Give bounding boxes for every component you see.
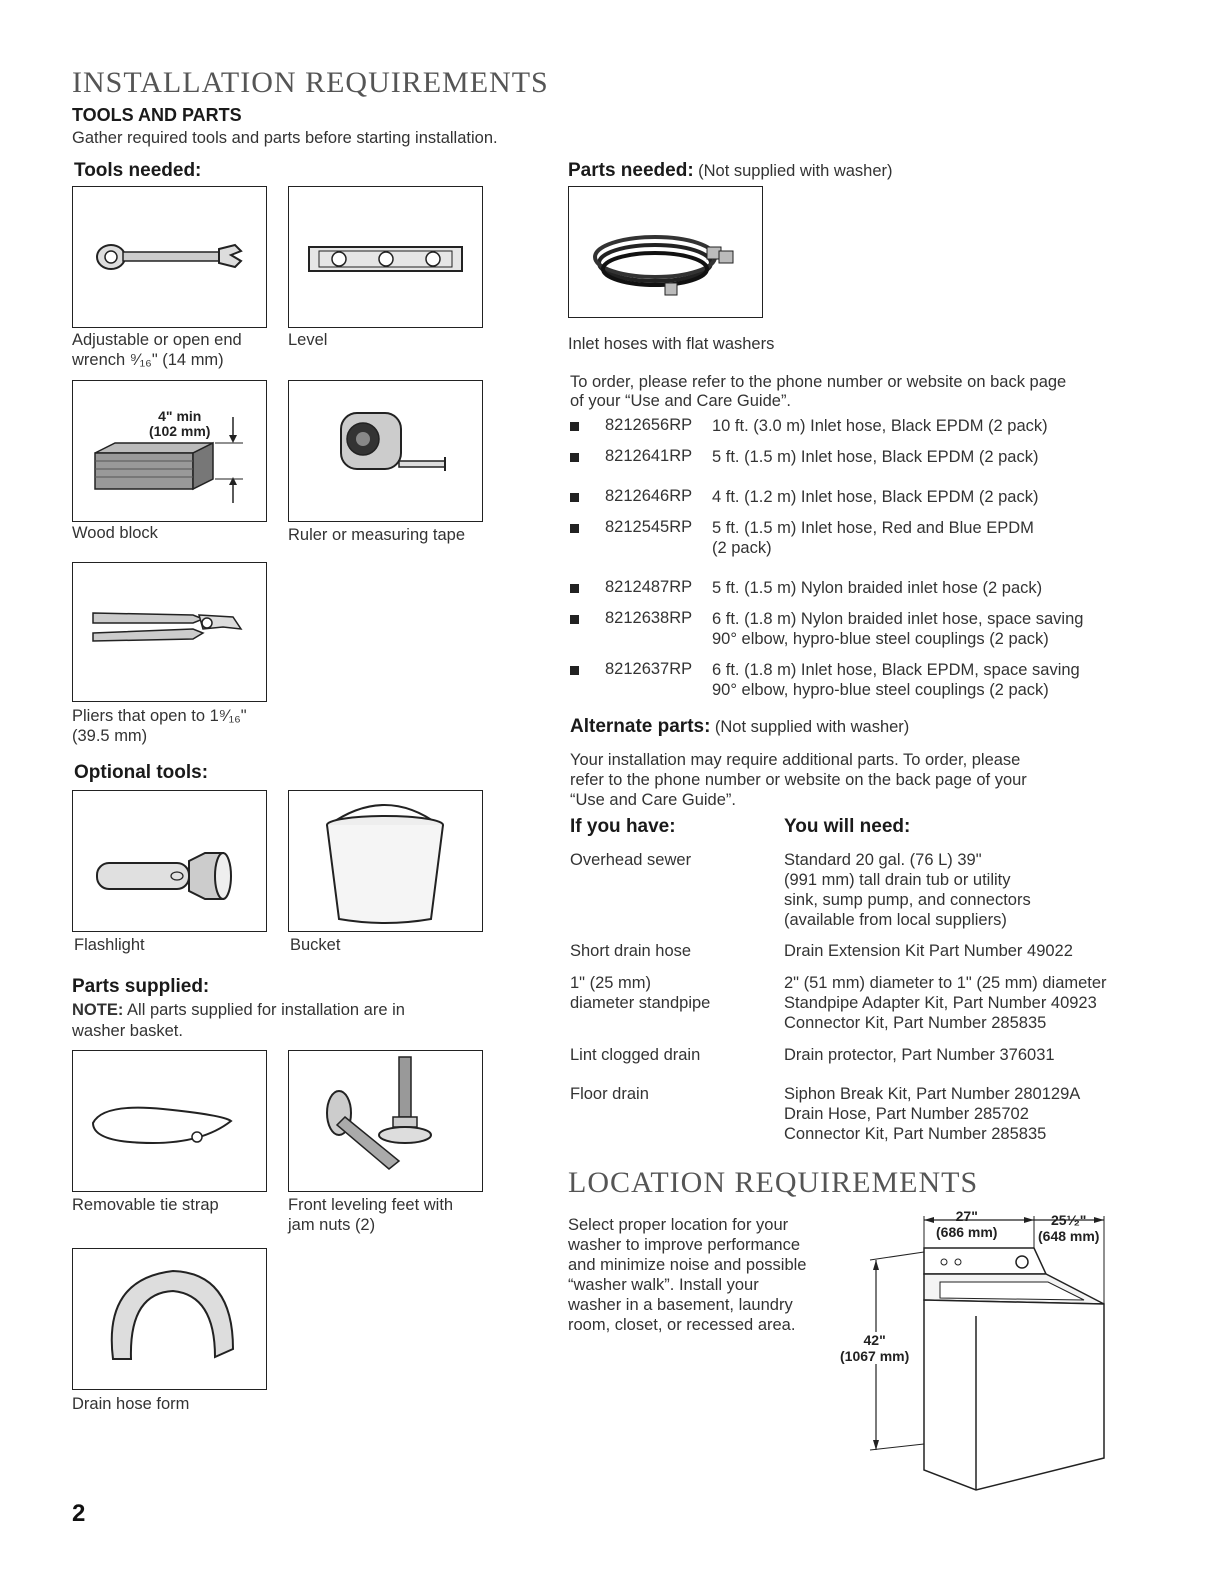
table-row-need: Standard 20 gal. (76 L) 39" <box>784 851 982 869</box>
wood-block-dimension <box>149 409 210 439</box>
table-row-have: diameter standpipe <box>570 994 711 1012</box>
level-image <box>288 186 483 328</box>
wood-block-icon <box>73 381 266 521</box>
wrench-caption-2: wrench ⁹⁄₁₆" (14 mm) <box>72 351 224 369</box>
note-text: All parts supplied for installation are in <box>127 1001 405 1019</box>
part-description: 5 ft. (1.5 m) Inlet hose, Red and Blue EPDM <box>712 519 1034 537</box>
height-mm: (1067 mm) <box>840 1348 910 1364</box>
depth-mm: (648 mm) <box>1038 1228 1100 1244</box>
if-you-have-heading: If you have: <box>570 816 676 837</box>
table-row-need: Siphon Break Kit, Part Number 280129A <box>784 1085 1081 1103</box>
width-dimension <box>936 1208 997 1240</box>
part-description-cont: (2 pack) <box>712 539 772 557</box>
bullet-icon <box>570 584 579 593</box>
part-number: 8212487RP <box>605 578 693 596</box>
tape-caption: Ruler or measuring tape <box>288 526 466 544</box>
wood-block-image <box>72 380 267 522</box>
alternate-intro-3: “Use and Care Guide”. <box>570 791 736 809</box>
inlet-hose-image <box>568 186 763 318</box>
location-line: room, closet, or recessed area. <box>568 1316 796 1334</box>
bucket-caption: Bucket <box>290 936 341 954</box>
height-inches: 42" <box>863 1332 886 1348</box>
bucket-image <box>288 790 483 932</box>
table-row-need: Drain Extension Kit Part Number 49022 <box>784 942 1073 960</box>
drain-hose-form-caption: Drain hose form <box>72 1395 190 1413</box>
leveling-feet-caption-2: jam nuts (2) <box>288 1216 376 1234</box>
leveling-feet-image <box>288 1050 483 1192</box>
part-number: 8212545RP <box>605 518 693 536</box>
inlet-hose-caption: Inlet hoses with flat washers <box>568 335 775 353</box>
part-description: 10 ft. (3.0 m) Inlet hose, Black EPDM (2 pack) <box>712 417 1048 435</box>
bullet-icon <box>570 666 579 675</box>
table-row-need: (991 mm) tall drain tub or utility <box>784 871 1011 889</box>
part-number: 8212646RP <box>605 487 693 505</box>
tie-strap-image <box>72 1050 267 1192</box>
location-line: washer to improve performance <box>568 1236 801 1254</box>
pliers-icon <box>73 563 266 701</box>
part-number: 8212641RP <box>605 447 693 465</box>
alternate-parts-title: Alternate parts: <box>570 716 711 737</box>
drain-hose-form-image <box>72 1248 267 1390</box>
table-row-have: Short drain hose <box>570 942 692 960</box>
location-line: Select proper location for your <box>568 1216 789 1234</box>
tie-strap-caption: Removable tie strap <box>72 1196 219 1214</box>
tools-parts-intro: Gather required tools and parts before starting installation. <box>72 129 498 147</box>
parts-supplied-note-2: washer basket. <box>72 1022 183 1040</box>
bullet-icon <box>570 493 579 502</box>
wood-block-caption: Wood block <box>72 524 158 542</box>
alternate-intro-1: Your installation may require additional parts. To order, please <box>570 751 1021 769</box>
leveling-feet-caption-1: Front leveling feet with <box>288 1196 454 1214</box>
bullet-icon <box>570 422 579 431</box>
measuring-tape-icon <box>289 381 482 521</box>
location-line: and minimize noise and possible <box>568 1256 807 1274</box>
wrench-caption-1: Adjustable or open end <box>72 331 242 349</box>
table-row-need: Drain Hose, Part Number 285702 <box>784 1105 1029 1123</box>
inlet-hose-icon <box>569 187 762 317</box>
tools-parts-heading: TOOLS AND PARTS <box>72 105 242 125</box>
you-will-need-heading: You will need: <box>784 816 911 837</box>
level-caption: Level <box>288 331 328 349</box>
bullet-icon <box>570 524 579 533</box>
leveling-feet-icon <box>289 1051 482 1191</box>
table-row-need: Drain protector, Part Number 376031 <box>784 1046 1055 1064</box>
pliers-caption-2: (39.5 mm) <box>72 727 148 745</box>
level-icon <box>289 187 482 327</box>
pliers-caption-1: Pliers that open to 1⁹⁄₁₆" <box>72 707 247 725</box>
table-row-need: Connector Kit, Part Number 285835 <box>784 1125 1047 1143</box>
part-description: 5 ft. (1.5 m) Nylon braided inlet hose (2 pack) <box>712 579 1043 597</box>
order-info-1: To order, please refer to the phone number or website on back page <box>570 373 1067 391</box>
part-number: 8212638RP <box>605 609 693 627</box>
table-row-need: Connector Kit, Part Number 285835 <box>784 1014 1047 1032</box>
order-info-2: of your “Use and Care Guide”. <box>570 392 792 410</box>
bucket-icon <box>289 791 482 931</box>
tie-strap-icon <box>73 1051 266 1191</box>
parts-supplied-note <box>72 1000 405 1020</box>
table-row-need: sink, sump pump, and connectors <box>784 891 1031 909</box>
flashlight-image <box>72 790 267 932</box>
depth-inches: 25¹⁄₂" <box>1051 1212 1087 1228</box>
table-row-have: Floor drain <box>570 1085 649 1103</box>
width-inches: 27" <box>955 1208 978 1224</box>
wood-dim-inches: 4" min <box>158 408 202 424</box>
part-description: 6 ft. (1.8 m) Nylon braided inlet hose, space saving <box>712 610 1084 628</box>
bullet-icon <box>570 615 579 624</box>
width-mm: (686 mm) <box>936 1224 998 1240</box>
parts-supplied-heading: Parts supplied: <box>72 976 210 997</box>
pliers-image <box>72 562 267 702</box>
alternate-parts-heading <box>570 716 909 738</box>
table-row-have: Overhead sewer <box>570 851 692 869</box>
note-label: NOTE: <box>72 1001 124 1019</box>
table-row-need: Standpipe Adapter Kit, Part Number 40923 <box>784 994 1097 1012</box>
part-description: 4 ft. (1.2 m) Inlet hose, Black EPDM (2 pack) <box>712 488 1039 506</box>
table-row-need: (available from local suppliers) <box>784 911 1007 929</box>
table-row-have: 1" (25 mm) <box>570 974 652 992</box>
depth-dimension <box>1038 1212 1099 1244</box>
table-row-have: Lint clogged drain <box>570 1046 701 1064</box>
parts-needed-title: Parts needed: <box>568 160 694 181</box>
wood-dim-mm: (102 mm) <box>149 423 211 439</box>
wrench-image <box>72 186 267 328</box>
drain-hose-form-icon <box>73 1249 266 1389</box>
optional-tools-heading: Optional tools: <box>74 762 209 783</box>
part-number: 8212637RP <box>605 660 693 678</box>
washer-dimensions-diagram <box>836 1208 1108 1500</box>
wrench-icon <box>73 187 266 327</box>
part-description-cont: 90° elbow, hypro-blue steel couplings (2 pack) <box>712 630 1049 648</box>
tape-image <box>288 380 483 522</box>
page-number: 2 <box>72 1500 86 1527</box>
flashlight-icon <box>73 791 266 931</box>
table-row-need: 2" (51 mm) diameter to 1" (25 mm) diameter <box>784 974 1107 992</box>
part-description: 5 ft. (1.5 m) Inlet hose, Black EPDM (2 pack) <box>712 448 1039 466</box>
part-description: 6 ft. (1.8 m) Inlet hose, Black EPDM, space saving <box>712 661 1080 679</box>
alternate-intro-2: refer to the phone number or website on the back page of your <box>570 771 1027 789</box>
page-title: INSTALLATION REQUIREMENTS <box>72 66 549 99</box>
parts-needed-subtitle: (Not supplied with washer) <box>698 162 893 180</box>
alternate-parts-subtitle: (Not supplied with washer) <box>714 718 910 736</box>
part-description-cont: 90° elbow, hypro-blue steel couplings (2 pack) <box>712 681 1049 699</box>
location-heading: LOCATION REQUIREMENTS <box>568 1166 979 1199</box>
bullet-icon <box>570 453 579 462</box>
location-line: washer in a basement, laundry <box>568 1296 793 1314</box>
tools-needed-heading: Tools needed: <box>74 160 202 181</box>
height-dimension <box>840 1332 909 1364</box>
parts-needed-heading <box>568 160 893 182</box>
flashlight-caption: Flashlight <box>74 936 145 954</box>
part-number: 8212656RP <box>605 416 693 434</box>
location-line: “washer walk”. Install your <box>568 1276 759 1294</box>
